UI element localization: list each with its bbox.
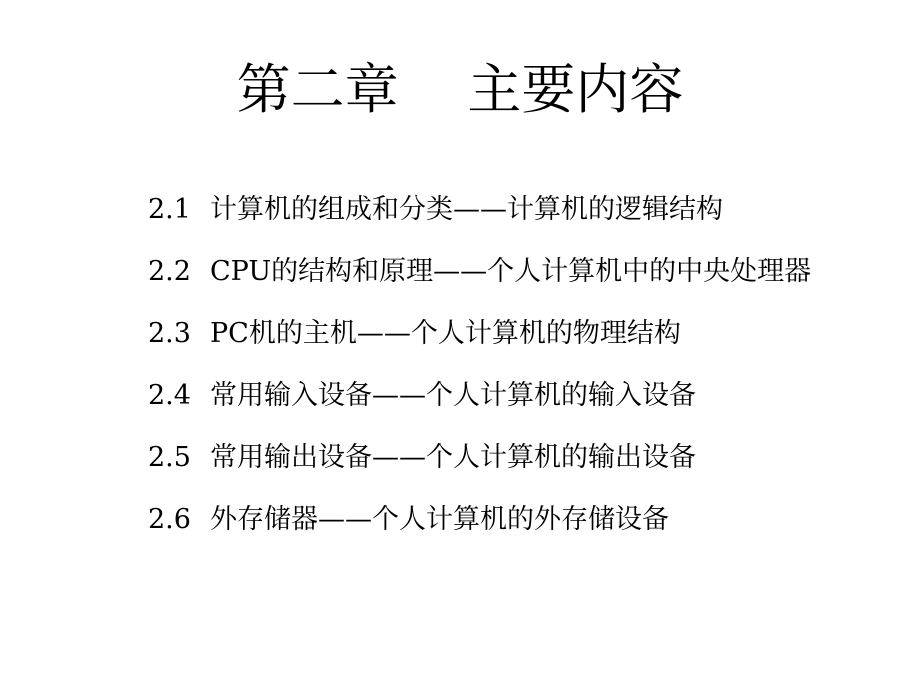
item-number: 2.2 bbox=[148, 256, 191, 287]
item-number: 2.6 bbox=[148, 504, 191, 535]
item-number: 2.3 bbox=[148, 318, 191, 349]
list-item bbox=[148, 376, 811, 416]
item-number: 2.1 bbox=[148, 194, 191, 225]
item-text: PC机的主机——个人计算机的物理结构 bbox=[210, 318, 681, 349]
slide-title: 第二章 主要内容 bbox=[236, 58, 684, 121]
item-text: 计算机的组成和分类——计算机的逻辑结构 bbox=[210, 194, 723, 225]
item-text: CPU的结构和原理——个人计算机中的中央处理器 bbox=[210, 256, 812, 287]
item-number: 2.5 bbox=[148, 442, 191, 473]
list-item bbox=[148, 438, 811, 478]
item-text: 外存储器——个人计算机的外存储设备 bbox=[210, 504, 669, 535]
item-number: 2.4 bbox=[148, 380, 191, 411]
item-text: 常用输出设备——个人计算机的输出设备 bbox=[210, 442, 696, 473]
list-item bbox=[148, 252, 811, 292]
list-item bbox=[148, 190, 811, 230]
list-item bbox=[148, 314, 811, 354]
list-item bbox=[148, 500, 811, 540]
contents-list bbox=[148, 190, 811, 562]
item-text: 常用输入设备——个人计算机的输入设备 bbox=[210, 380, 696, 411]
